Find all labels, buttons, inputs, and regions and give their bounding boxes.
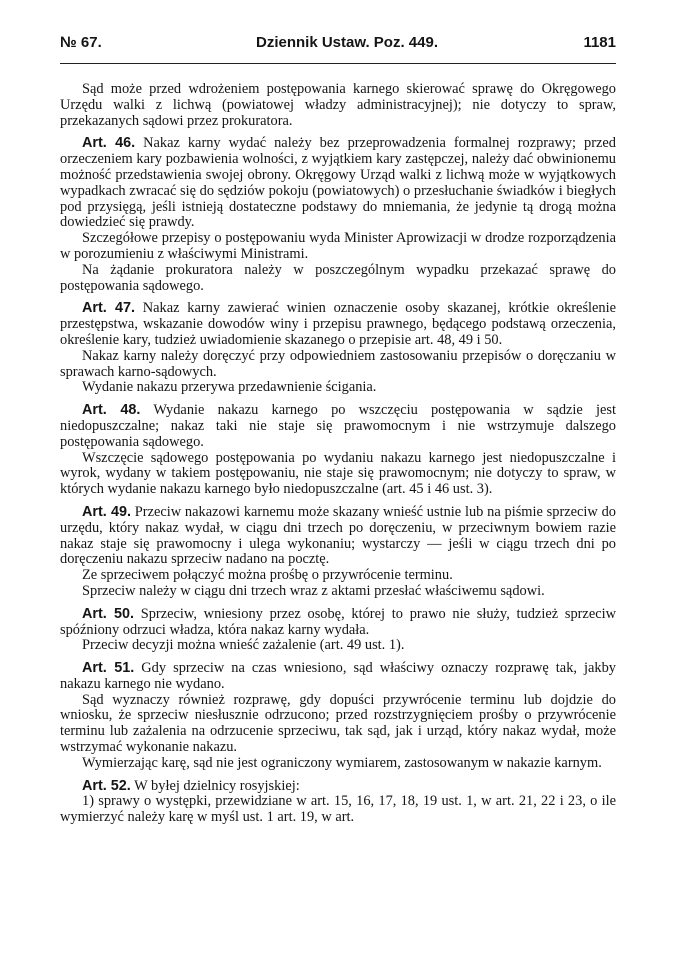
paragraph: 1) sprawy o występki, przewidziane w art. 15, 16, 17, 18, 19 ust. 1, w art. 21, 22 i 23, o ile wymierzyć należy karę w myśl ust. 1 art. 19, w art. <box>60 793 616 826</box>
paragraph: Przeciw decyzji można wnieść zażalenie (art. 49 ust. 1). <box>82 637 405 654</box>
paragraph: Sprzeciw należy w ciągu dni trzech wraz z aktami przesłać właściwemu sądowi. <box>82 582 545 599</box>
article-label: Art. 49. <box>82 503 131 520</box>
paragraph: Ze sprzeciwem połączyć można prośbę o przywrócenie terminu. <box>82 567 453 584</box>
issue-number: № 67. <box>60 34 102 51</box>
page-header <box>60 34 616 56</box>
paragraph: Wymierzając karę, sąd nie jest ograniczony wymiarem, zastosowanym w nakazie karnym. <box>82 754 602 771</box>
article-46: Art. 46. Nakaz karny wydać należy bez przeprowadzenia formalnej rozprawy; przed orzeczeniem kary pozbawienia wolności, z wyjątkiem kary zastępczej, należy dać obwinionemu możność przedstawienia swojej obrony. Okręgowy Urząd walki z lichwą może w wyjątkowych wypadkach zwracać się do sędziów pokoju (powiatowych) o przesłuchanie świadków i biegłych pod przysięgą, jeśli istnieją dostateczne podstawy do mniemania, że jedynie tą drogą można dowiedzieć się prawdy. <box>60 135 616 231</box>
paragraph: Szczegółowe przepisy o postępowaniu wyda Minister Aprowizacji w drodze rozporządzenia w porozumieniu z właściwymi Ministrami. <box>60 230 616 262</box>
document-body <box>60 82 616 826</box>
article-50: Art. 50. Sprzeciw, wniesiony przez osobę, której to prawo nie służy, tudzież sprzeciw spóźniony odrzuci władza, która nakaz karny wydała. <box>60 605 616 638</box>
publication-title: Dziennik Ustaw. Poz. 449. <box>256 34 438 51</box>
article-label: Art. 48. <box>82 402 141 419</box>
article-48: Art. 48. Wydanie nakazu karnego po wszczęciu postępowania w sądzie jest niedopuszczalne; nakaz taki nie staje się prawomocnym i nie wstrzymuje dalszego postępowania sądowego. <box>60 402 616 450</box>
paragraph: Nakaz karny należy doręczyć przy odpowiedniem zastosowaniu przepisów o doręczaniu w sprawach karno-sądowych. <box>60 347 616 380</box>
article-label: Art. 52. <box>82 777 131 794</box>
paragraph: Na żądanie prokuratora należy w poszczególnym wypadku przekazać sprawę do postępowania sądowego. <box>60 261 616 294</box>
article-label: Art. 51. <box>82 660 135 677</box>
page-number: 1181 <box>583 34 616 51</box>
article-label: Art. 46. <box>82 135 136 152</box>
article-label: Art. 47. <box>82 300 135 317</box>
header-divider <box>60 63 616 64</box>
article-52: Art. 52. W byłej dzielnicy rosyjskiej: <box>82 777 300 794</box>
article-label: Art. 50. <box>82 605 134 622</box>
paragraph: Wszczęcie sądowego postępowania po wydaniu nakazu karnego jest niedopuszczalne i wyrok, wydany w takiem postępowaniu, nie staje się prawomocnym; nie dotyczy to spraw, w których wydanie nakazu karnego było niedopuszczalne (art. 45 i 46 ust. 3). <box>60 449 616 498</box>
article-51: Art. 51. Gdy sprzeciw na czas wniesiono, sąd właściwy oznaczy rozprawę tak, jakby nakazu karnego nie wydano. <box>60 660 616 692</box>
article-49: Art. 49. Przeciw nakazowi karnemu może skazany wnieść ustnie lub na piśmie sprzeciw do urzędu, który nakaz wydał, w ciągu dni trzech po doręczeniu, w przeciwnym bowiem razie nakaz staje się prawomocny i ulega wykonaniu; wystarczy — jeśli w ciągu trzech dni po doręczeniu nakazu sprzeciw nadano na pocztę. <box>60 503 616 568</box>
paragraph: Sąd wyznaczy również rozprawę, gdy dopuści przywrócenie terminu lub dojdzie do wniosku, że sprzeciw niesłusznie odrzucono; przed rozstrzygnięciem prośby o przywrócenie terminu lub zażalenia na odrzucenie sprzeciwu, tak sąd, jak i urząd, który nakaz wydał, może wstrzymać wykonanie nakazu. <box>60 691 616 756</box>
paragraph: Sąd może przed wdrożeniem postępowania karnego skierować sprawę do Okręgowego Urzędu walki z lichwą (powiatowej władzy administracyjnej); nie dotyczy to spraw, przekazanych sądowi przez prokuratora. <box>60 81 616 129</box>
paragraph: Wydanie nakazu przerywa przedawnienie ścigania. <box>82 379 377 396</box>
article-47: Art. 47. Nakaz karny zawierać winien oznaczenie osoby skazanej, krótkie określenie przestępstwa, wskazanie dowodów winy i przepisu prawnego, będącego podstawą orzeczenia, określenie kary, tudzież uwiadomienie skazanego o przepisie art. 48, 49 i 50. <box>60 300 617 348</box>
